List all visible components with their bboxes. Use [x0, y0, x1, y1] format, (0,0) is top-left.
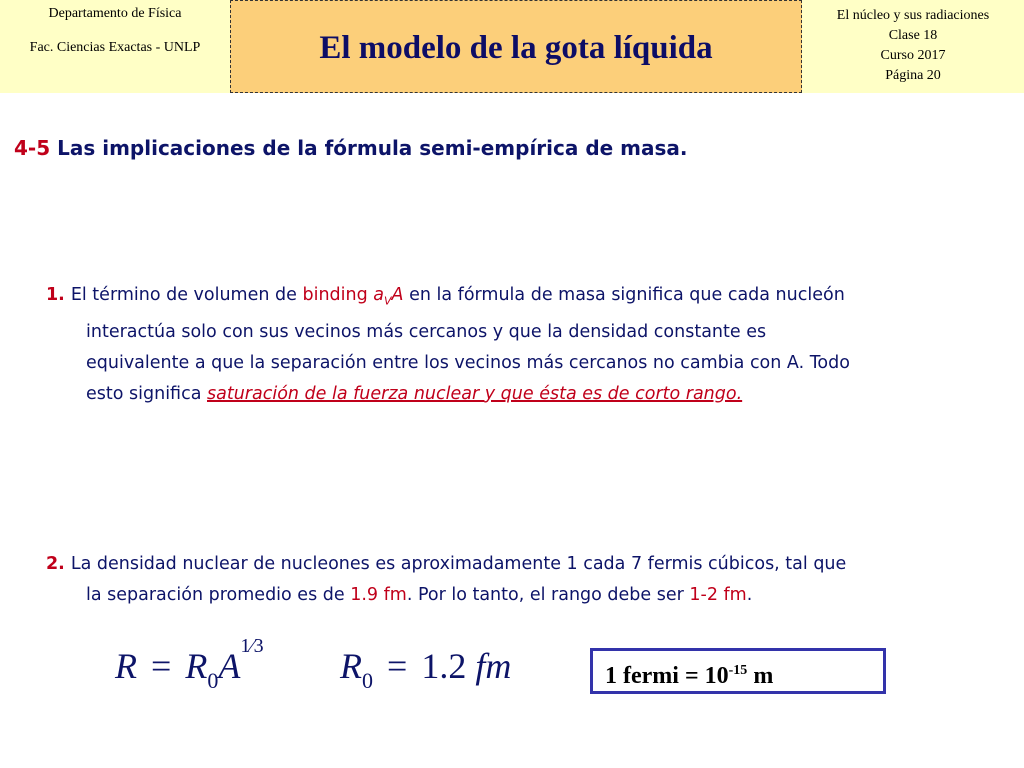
section-title-text: Las implicaciones de la fórmula semi-empírica de masa. — [57, 136, 688, 160]
item-1-line-2: interactúa solo con sus vecinos más cercanos y que la densidad constante es — [86, 321, 767, 342]
separation-value: 1.9 fm — [350, 585, 407, 605]
item-2-line-2: la separación promedio es de 1.9 fm. Por lo tanto, el rango debe ser 1-2 fm. — [86, 585, 753, 605]
av-term: $a_VA$ — [373, 285, 404, 308]
saturation-highlight: saturación de la fuerza nuclear y que ésta es de corto rango. — [207, 383, 743, 404]
item-1-label: 1. — [46, 285, 65, 305]
item-1-text-a: El término de volumen de — [70, 285, 303, 305]
faculty-name: Fac. Ciencias Exactas - UNLP — [29, 40, 201, 55]
department-name: Departamento de Física — [48, 6, 182, 21]
item-2-label: 2. — [46, 554, 65, 574]
r0-formula: $R_0 = 1.2$ fm — [340, 646, 512, 693]
item-2-line-1: La densidad nuclear de nucleones es aproximadamente 1 cada 7 fermis cúbicos, tal que — [70, 554, 847, 574]
range-value: 1-2 fm — [689, 585, 747, 605]
course-year: Curso 2017 — [880, 48, 946, 63]
section-heading — [14, 136, 688, 160]
fermi-definition-box: 1 fermi = $10^{-15}$ m — [590, 648, 886, 694]
header-right — [802, 0, 1024, 93]
list-item-1 — [46, 280, 986, 410]
class-number: Clase 18 — [888, 28, 938, 43]
item-1-line-4: esto significa saturación de la fuerza nuclear y que ésta es de corto rango. — [86, 383, 743, 404]
list-item-2 — [46, 549, 986, 611]
page-title: El modelo de la gota líquida — [319, 30, 713, 66]
course-name: El núcleo y sus radiaciones — [836, 8, 990, 23]
header-title-box — [230, 0, 802, 93]
item-1-line-3: equivalente a que la separación entre los vecinos más cercanos no cambia con A. Todo — [86, 352, 850, 373]
section-number: 4-5 — [14, 136, 51, 160]
binding-word: binding — [302, 285, 368, 305]
page-number: Página 20 — [885, 68, 941, 83]
exponent-one-third: 1⁄3 — [240, 635, 264, 657]
radius-formula: $R = R_0A^{1⁄3}$ — [115, 635, 264, 693]
header-left — [0, 0, 230, 93]
item-1-text-b: en la fórmula de masa significa que cada nucleón — [403, 285, 845, 305]
